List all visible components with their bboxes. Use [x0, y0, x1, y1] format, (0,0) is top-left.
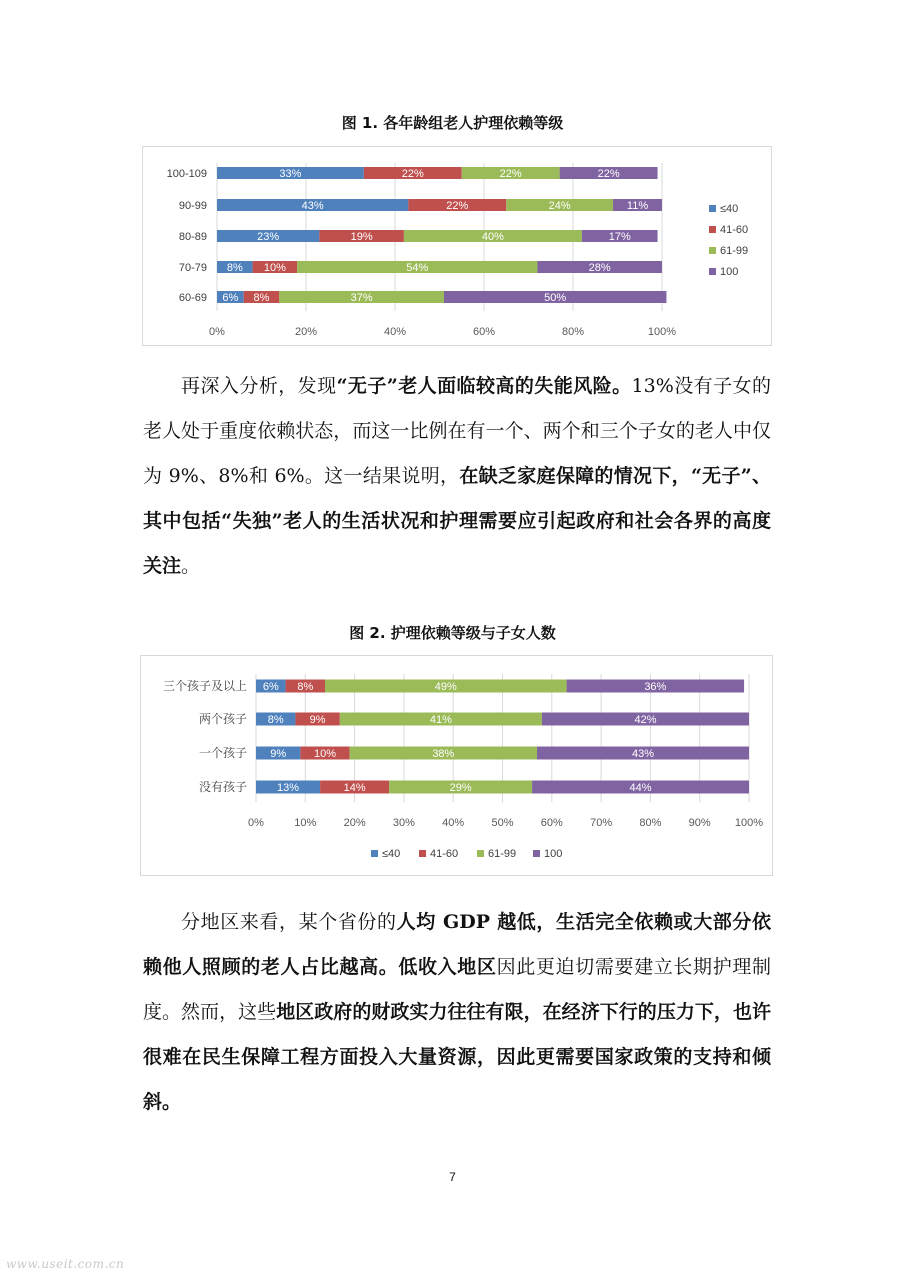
- legend-label: 61-99: [720, 245, 749, 257]
- category-label: 一个孩子: [198, 746, 247, 760]
- data-label: 8%: [267, 714, 284, 726]
- legend-swatch: [533, 850, 540, 857]
- legend-swatch: [709, 268, 716, 275]
- legend-swatch: [709, 226, 716, 233]
- data-label: 14%: [343, 782, 366, 794]
- x-tick-label: 40%: [383, 326, 407, 338]
- data-label: 54%: [406, 262, 429, 274]
- data-label: 40%: [481, 231, 504, 243]
- data-label: 43%: [301, 200, 324, 212]
- data-label: 6%: [222, 292, 239, 304]
- data-label: 22%: [597, 168, 620, 180]
- x-tick-label: 40%: [442, 817, 465, 829]
- figure2-chart: [140, 655, 773, 876]
- data-label: 28%: [588, 262, 611, 274]
- data-label: 10%: [263, 262, 286, 274]
- data-label: 42%: [634, 714, 657, 726]
- data-label: 22%: [499, 168, 522, 180]
- figure2-svg: [141, 656, 772, 875]
- text-run: 因此更迫切需要建立长期护理制度。然而，这些: [143, 956, 771, 1023]
- data-label: 8%: [253, 292, 270, 304]
- data-label: 50%: [544, 292, 567, 304]
- emphasized-text: 在缺乏家庭保障的情况下，“无子”、其中包括“失独”老人的生活状况和护理需要应引起政府和社会各界的高度关注: [143, 465, 771, 577]
- data-label: 9%: [270, 748, 287, 760]
- data-label: 49%: [434, 681, 457, 693]
- text-run: 分地区来看，某个省份的: [181, 911, 397, 933]
- data-label: 11%: [626, 200, 649, 212]
- text-run: 13%没有子女的老人处于重度依赖状态，而这一比例在有一个、两个和三个子女的老人中仅为 9%、8%和 6%。这一结果说明，: [143, 375, 772, 487]
- emphasized-text: 地区政府的财政实力往往有限，在经济下行的压力下，也许很难在民生保障工程方面投入大量资源，因此更需要国家政策的支持和倾斜。: [143, 1001, 771, 1113]
- data-label: 19%: [350, 231, 373, 243]
- figure2-title: 图 2. 护理依赖等级与子女人数: [349, 624, 556, 642]
- x-tick-label: 70%: [590, 817, 613, 829]
- data-label: 6%: [262, 681, 279, 693]
- category-label: 没有孩子: [198, 780, 247, 794]
- x-tick-label: 100%: [647, 326, 677, 338]
- x-tick-label: 20%: [294, 326, 318, 338]
- x-tick-label: 100%: [734, 817, 764, 829]
- paragraph-2: [143, 900, 771, 1125]
- category-label: 两个孩子: [198, 712, 247, 726]
- legend-label: 41-60: [720, 224, 749, 236]
- x-tick-label: 60%: [540, 817, 563, 829]
- data-label: 13%: [277, 782, 300, 794]
- legend-swatch: [709, 205, 716, 212]
- legend-label: ≤40: [720, 203, 739, 215]
- legend-swatch: [419, 850, 426, 857]
- x-tick-label: 30%: [392, 817, 415, 829]
- data-label: 17%: [608, 231, 631, 243]
- legend-swatch: [709, 247, 716, 254]
- legend-label: 41-60: [430, 848, 459, 860]
- figure1-title: 图 1. 各年龄组老人护理依赖等级: [341, 114, 564, 132]
- x-tick-label: 50%: [491, 817, 514, 829]
- text-run: 再深入分析，发现: [181, 375, 337, 397]
- category-label: 三个孩子及以上: [162, 679, 247, 693]
- emphasized-text: “无子”老人面临较高的失能风险。: [336, 375, 632, 397]
- data-label: 22%: [446, 200, 469, 212]
- emphasized-text: 人均 GDP 越低，生活完全依赖或大部分依赖他人照顾的老人占比越高。低收入地区: [143, 911, 771, 978]
- figure1-svg: [143, 147, 771, 345]
- data-label: 33%: [279, 168, 302, 180]
- paragraph-1: [143, 364, 771, 589]
- category-label: 90-99: [178, 200, 207, 212]
- data-label: 8%: [297, 681, 314, 693]
- x-tick-label: 90%: [688, 817, 711, 829]
- x-tick-label: 10%: [294, 817, 317, 829]
- text-run: 。: [181, 555, 201, 577]
- category-label: 100-109: [166, 168, 207, 180]
- legend-label: 61-99: [488, 848, 517, 860]
- data-label: 22%: [401, 168, 424, 180]
- x-tick-label: 0%: [248, 817, 264, 829]
- data-label: 10%: [314, 748, 337, 760]
- x-tick-label: 60%: [472, 326, 496, 338]
- x-tick-label: 80%: [561, 326, 585, 338]
- legend-label: ≤40: [382, 848, 401, 860]
- paragraph-text: [143, 364, 771, 589]
- data-label: 41%: [429, 714, 452, 726]
- data-label: 37%: [350, 292, 373, 304]
- data-label: 36%: [644, 681, 667, 693]
- watermark: www.useit.com.cn: [6, 1257, 125, 1271]
- data-label: 24%: [548, 200, 571, 212]
- data-label: 43%: [631, 748, 655, 760]
- x-tick-label: 0%: [209, 326, 225, 338]
- data-label: 44%: [629, 782, 652, 794]
- data-label: 9%: [309, 714, 326, 726]
- category-label: 60-69: [178, 292, 207, 304]
- data-label: 29%: [449, 782, 472, 794]
- data-label: 38%: [432, 748, 455, 760]
- x-tick-label: 20%: [343, 817, 366, 829]
- page-number: 7: [449, 1170, 456, 1184]
- legend-label: 100: [544, 848, 563, 860]
- data-label: 8%: [226, 262, 243, 274]
- category-label: 80-89: [178, 231, 207, 243]
- legend-label: 100: [720, 266, 739, 278]
- data-label: 23%: [257, 231, 280, 243]
- legend-swatch: [477, 850, 484, 857]
- figure1-chart: [142, 146, 772, 346]
- legend-swatch: [371, 850, 378, 857]
- x-tick-label: 80%: [639, 817, 662, 829]
- category-label: 70-79: [178, 262, 207, 274]
- paragraph-text: [143, 900, 771, 1125]
